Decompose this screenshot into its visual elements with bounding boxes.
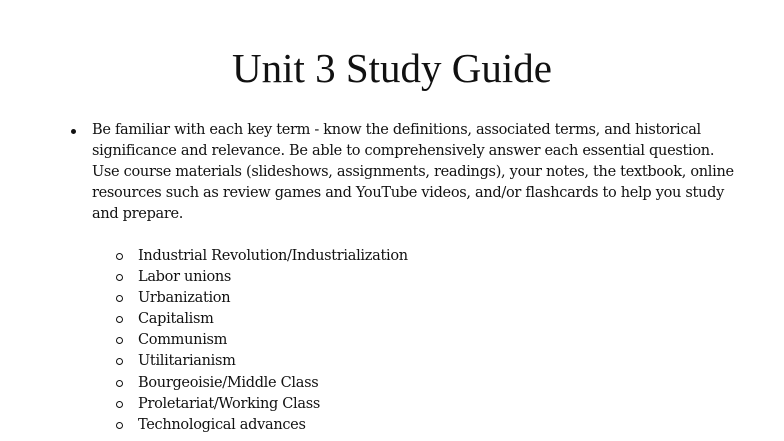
hollow-bullet-icon: [116, 422, 123, 429]
hollow-bullet-icon: [116, 380, 123, 387]
intro-bullet-text: Be familiar with each key term - know the definitions, associated terms, and historical significance and relevance. Be able to comprehensively answer each essential question. Use course materials (slideshows, assignments, readings), your notes, the textbook, online resources such as review games and YouTube videos, and/or flashcards to help you study and prepare.: [92, 122, 734, 222]
page-title: Unit 3 Study Guide: [231, 45, 553, 91]
list-item: [112, 415, 612, 436]
list-item: [112, 309, 612, 330]
key-term: Labor unions: [138, 269, 232, 286]
key-term: Urbanization: [138, 290, 231, 307]
list-item: [112, 394, 612, 415]
list-item: [112, 288, 612, 309]
bullet-icon: [71, 129, 76, 134]
key-term: Industrial Revolution/Industrialization: [138, 248, 408, 264]
hollow-bullet-icon: [116, 358, 123, 365]
hollow-bullet-icon: [116, 337, 123, 344]
key-term: Proletariat/Working Class: [138, 395, 321, 412]
key-term: Communism: [138, 332, 228, 349]
list-item: [112, 267, 612, 288]
key-term: Bourgeoisie/Middle Class: [138, 374, 319, 391]
list-item: [112, 330, 612, 351]
key-term: Utilitarianism: [138, 353, 236, 370]
hollow-bullet-icon: [116, 253, 123, 260]
list-item: [112, 373, 612, 394]
key-terms-list: [112, 246, 612, 436]
list-item: [112, 351, 612, 372]
key-term: Capitalism: [138, 311, 214, 328]
list-item: [112, 246, 612, 267]
hollow-bullet-icon: [116, 274, 123, 281]
key-term: Technological advances: [138, 416, 306, 433]
hollow-bullet-icon: [116, 316, 123, 323]
hollow-bullet-icon: [116, 295, 123, 302]
hollow-bullet-icon: [116, 401, 123, 408]
